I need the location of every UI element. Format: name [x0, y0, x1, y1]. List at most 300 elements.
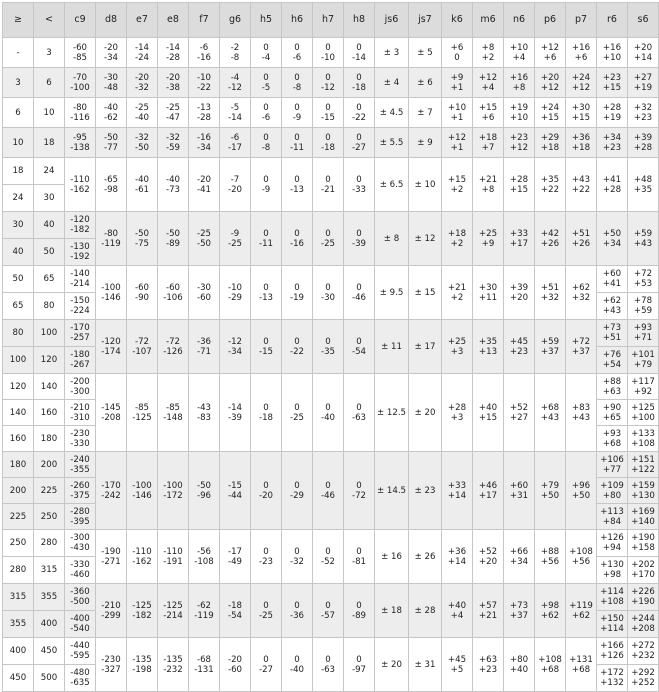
cell-h6 [282, 38, 313, 68]
limit-value: +15 [509, 184, 529, 195]
range-from: 40 [3, 239, 34, 266]
limit-value: 0 [263, 654, 269, 665]
limit-value: +130 [600, 560, 624, 570]
limit-value: -20 [196, 174, 212, 185]
limit-value: +59 [633, 306, 653, 316]
limit-value: -9 [230, 228, 240, 239]
limit-value: -8 [292, 82, 302, 93]
limit-value: -44 [227, 490, 243, 501]
cell-h5 [251, 98, 282, 128]
column-header: g6 [220, 3, 251, 38]
cell-p6 [535, 68, 566, 98]
cell-p6 [535, 530, 566, 584]
limit-value: -480 [70, 668, 90, 678]
cell-js7: ± 23 [409, 452, 442, 530]
limit-value: +34 [602, 238, 622, 249]
range-from: 200 [3, 478, 34, 504]
limit-value: -8 [261, 142, 271, 153]
cell-r6 [597, 426, 628, 452]
limit-value: +40 [447, 600, 467, 611]
cell-k6 [442, 266, 473, 320]
cell-f7 [189, 320, 220, 374]
cell-s6 [628, 374, 659, 400]
limit-value: -35 [320, 346, 336, 357]
limit-value: -71 [196, 346, 212, 357]
limit-value: +23 [633, 112, 653, 123]
cell-h5 [251, 212, 282, 266]
limit-value: 0 [294, 72, 300, 83]
cell-d8 [96, 128, 127, 158]
limit-value: +39 [509, 282, 529, 293]
limit-value: +15 [447, 174, 467, 185]
limit-value: -13 [196, 102, 212, 113]
limit-value: +122 [631, 464, 655, 475]
limit-value: +106 [600, 454, 624, 465]
cell-g6 [220, 266, 251, 320]
limit-value: -232 [163, 664, 183, 675]
limit-value: +36 [447, 546, 467, 557]
limit-value: +34 [509, 556, 529, 567]
limit-value: -146 [132, 490, 152, 501]
limit-value: -72 [134, 336, 150, 347]
range-from: 140 [3, 400, 34, 426]
table-row [3, 584, 659, 611]
limit-value: -300 [70, 533, 90, 543]
limit-value: +50 [571, 490, 591, 501]
limit-value: 0 [325, 102, 331, 113]
limit-value: 0 [263, 132, 269, 143]
limit-value: -25 [289, 412, 305, 423]
limit-value: +35 [540, 174, 560, 185]
cell-c9 [65, 638, 96, 665]
limit-value: -65 [103, 174, 119, 185]
limit-value: 0 [356, 42, 362, 53]
cell-p6 [535, 584, 566, 638]
limit-value: 0 [325, 654, 331, 665]
limit-value: -46 [351, 292, 367, 303]
cell-e8 [158, 320, 189, 374]
limit-value: 0 [263, 402, 269, 413]
limit-value: +72 [633, 269, 653, 279]
limit-value: +12 [540, 82, 560, 93]
cell-r6 [597, 557, 628, 584]
limit-value: -6 [230, 132, 240, 143]
limit-value: +21 [478, 610, 498, 621]
limit-value: +108 [569, 546, 593, 557]
cell-js6: ± 18 [375, 584, 409, 638]
limit-value: -540 [70, 624, 90, 634]
limit-value: -40 [320, 412, 336, 423]
cell-p7 [566, 320, 597, 374]
limit-value: +37 [540, 346, 560, 357]
limit-value: -20 [165, 72, 181, 83]
limit-value: 0 [294, 336, 300, 347]
limit-value: -30 [103, 72, 119, 83]
limit-value: +50 [540, 490, 560, 501]
limit-value: +15 [602, 82, 622, 93]
cell-h8 [344, 638, 375, 692]
column-header: h5 [251, 3, 282, 38]
limit-value: -40 [165, 174, 181, 185]
limit-value: +130 [631, 490, 655, 501]
limit-value: +28 [633, 142, 653, 153]
limit-value: +114 [600, 587, 624, 597]
limit-value: +18 [478, 132, 498, 143]
limit-value: +17 [478, 490, 498, 501]
cell-js7: ± 15 [409, 266, 442, 320]
limit-value: 0 [325, 546, 331, 557]
limit-value: 0 [356, 402, 362, 413]
cell-m6 [473, 98, 504, 128]
range-to: 160 [34, 400, 65, 426]
cell-r6 [597, 452, 628, 478]
cell-g6 [220, 638, 251, 692]
cell-h7 [313, 212, 344, 266]
cell-s6 [628, 452, 659, 478]
limit-value: -100 [70, 82, 90, 93]
limit-value: -310 [70, 412, 90, 423]
limit-value: +65 [602, 412, 622, 423]
cell-m6 [473, 212, 504, 266]
limit-value: -16 [196, 52, 212, 63]
cell-r6 [597, 293, 628, 320]
limit-value: -50 [103, 132, 119, 143]
column-header: d8 [96, 3, 127, 38]
cell-h5 [251, 320, 282, 374]
range-from: 65 [3, 293, 34, 320]
limit-value: -43 [196, 402, 212, 413]
limit-value: +26 [571, 238, 591, 249]
limit-value: 0 [325, 72, 331, 83]
cell-g6 [220, 452, 251, 530]
limit-value: -214 [70, 279, 90, 289]
cell-h6 [282, 158, 313, 212]
range-to: 140 [34, 374, 65, 400]
limit-value: -242 [101, 490, 121, 501]
limit-value: +19 [509, 102, 529, 113]
cell-js7: ± 31 [409, 638, 442, 692]
limit-value: 0 [294, 654, 300, 665]
limit-value: 0 [294, 42, 300, 53]
limit-value: -32 [134, 132, 150, 143]
cell-k6 [442, 38, 473, 68]
range-from: 160 [3, 426, 34, 452]
limit-value: +62 [540, 610, 560, 621]
limit-value: -80 [103, 228, 119, 239]
cell-p6 [535, 98, 566, 128]
limit-value: +8 [481, 184, 495, 195]
limit-value: +7 [481, 142, 495, 153]
range-from: 24 [3, 185, 34, 212]
limit-value: -208 [101, 412, 121, 423]
limit-value: -120 [70, 215, 90, 225]
cell-p7 [566, 452, 597, 530]
limit-value: +63 [478, 654, 498, 665]
cell-p7 [566, 68, 597, 98]
range-to: 225 [34, 478, 65, 504]
limit-value: -110 [132, 546, 152, 557]
limit-value: -230 [70, 428, 90, 439]
table-row [3, 212, 659, 239]
cell-js6: ± 11 [375, 320, 409, 374]
limit-value: +62 [571, 282, 591, 293]
limit-value: 0 [325, 480, 331, 491]
limit-value: -20 [227, 184, 243, 195]
limit-value: 0 [356, 654, 362, 665]
limit-value: -63 [351, 412, 367, 423]
cell-c9 [65, 478, 96, 504]
limit-value: 0 [356, 480, 362, 491]
limit-value: +80 [509, 654, 529, 665]
limit-value: -240 [70, 454, 90, 465]
limit-value: +63 [602, 386, 622, 397]
limit-value: +158 [631, 543, 655, 553]
limit-value: -97 [351, 664, 367, 675]
limit-value: +108 [600, 597, 624, 607]
limit-value: -20 [258, 490, 274, 501]
limit-value: -61 [134, 184, 150, 195]
cell-js7: ± 12 [409, 212, 442, 266]
column-header: < [34, 3, 65, 38]
limit-value: +16 [509, 72, 529, 83]
limit-value: -18 [351, 82, 367, 93]
cell-m6 [473, 452, 504, 530]
limit-value: +56 [571, 556, 591, 567]
limit-value: +2 [481, 52, 495, 63]
limit-value: -85 [72, 52, 88, 63]
limit-value: -198 [132, 664, 152, 675]
table-row [3, 530, 659, 557]
limit-value: -12 [227, 82, 243, 93]
limit-value: -18 [227, 600, 243, 611]
limit-value: +56 [540, 556, 560, 567]
limit-value: -170 [101, 480, 121, 491]
limit-value: +68 [602, 438, 622, 449]
limit-value: -98 [103, 184, 119, 195]
limit-value: 0 [263, 228, 269, 239]
cell-h7 [313, 98, 344, 128]
limit-value: +19 [602, 112, 622, 123]
range-from: 120 [3, 374, 34, 400]
limit-value: -19 [289, 292, 305, 303]
range-from: 280 [3, 557, 34, 584]
cell-e8 [158, 68, 189, 98]
limit-value: +11 [478, 292, 498, 303]
limit-value: +23 [602, 72, 622, 83]
header-row [3, 3, 659, 38]
limit-value: -29 [227, 292, 243, 303]
cell-d8 [96, 266, 127, 320]
cell-js6: ± 16 [375, 530, 409, 584]
limit-value: -89 [165, 238, 181, 249]
cell-p7 [566, 38, 597, 68]
cell-r6 [597, 128, 628, 158]
cell-e8 [158, 452, 189, 530]
limit-value: +15 [540, 112, 560, 123]
cell-s6 [628, 266, 659, 293]
cell-p6 [535, 320, 566, 374]
limit-value: -68 [196, 654, 212, 665]
limit-value: +26 [540, 238, 560, 249]
limit-value: -22 [196, 82, 212, 93]
limit-value: -18 [320, 142, 336, 153]
limit-value: +77 [602, 464, 622, 475]
limit-value: +10 [602, 52, 622, 63]
limit-value: -170 [70, 323, 90, 333]
limit-value: +57 [478, 600, 498, 611]
limit-value: -100 [101, 282, 121, 293]
limit-value: 0 [356, 228, 362, 239]
limit-value: +27 [509, 412, 529, 423]
range-to: 65 [34, 266, 65, 293]
limit-value: +15 [478, 102, 498, 113]
limit-value: +292 [631, 668, 655, 678]
range-from: - [3, 38, 34, 68]
limit-value: +46 [478, 480, 498, 491]
cell-f7 [189, 584, 220, 638]
cell-s6 [628, 347, 659, 374]
range-from: 10 [3, 128, 34, 158]
cell-h8 [344, 320, 375, 374]
cell-s6 [628, 478, 659, 504]
range-to: 3 [34, 38, 65, 68]
cell-h7 [313, 128, 344, 158]
limit-value: +25 [478, 228, 498, 239]
limit-value: +1 [450, 142, 464, 153]
limit-value: 0 [356, 336, 362, 347]
column-header: e8 [158, 3, 189, 38]
cell-n6 [504, 68, 535, 98]
limit-value: +72 [571, 336, 591, 347]
limit-value: -60 [165, 282, 181, 293]
limit-value: -34 [227, 346, 243, 357]
cell-h6 [282, 128, 313, 158]
cell-r6 [597, 584, 628, 611]
limit-value: -146 [101, 292, 121, 303]
limit-value: +1 [450, 112, 464, 123]
cell-h6 [282, 374, 313, 452]
limit-value: +45 [447, 654, 467, 665]
cell-m6 [473, 128, 504, 158]
cell-n6 [504, 530, 535, 584]
limit-value: 0 [294, 132, 300, 143]
cell-p7 [566, 530, 597, 584]
cell-e8 [158, 638, 189, 692]
limit-value: -25 [165, 102, 181, 113]
limit-value: +41 [602, 279, 622, 289]
cell-r6 [597, 611, 628, 638]
limit-value: -148 [163, 412, 183, 423]
limit-value: 0 [294, 402, 300, 413]
table-row [3, 128, 659, 158]
limit-value: -224 [70, 306, 90, 316]
limit-value: +6 [574, 52, 588, 63]
cell-h6 [282, 530, 313, 584]
cell-m6 [473, 158, 504, 212]
limit-value: -96 [196, 490, 212, 501]
limit-value: -11 [289, 142, 305, 153]
limit-value: -20 [134, 72, 150, 83]
limit-value: -108 [194, 556, 214, 567]
limit-value: -10 [196, 72, 212, 83]
range-from: 80 [3, 320, 34, 347]
cell-p7 [566, 584, 597, 638]
cell-js6: ± 14.5 [375, 452, 409, 530]
limit-value: 0 [263, 102, 269, 113]
limit-value: +28 [447, 402, 467, 413]
cell-r6 [597, 400, 628, 426]
cell-e7 [127, 320, 158, 374]
cell-f7 [189, 68, 220, 98]
cell-c9 [65, 98, 96, 128]
cell-p6 [535, 374, 566, 452]
limit-value: +27 [633, 72, 653, 83]
cell-s6 [628, 98, 659, 128]
limit-value: -330 [70, 560, 90, 570]
cell-e7 [127, 128, 158, 158]
cell-g6 [220, 68, 251, 98]
cell-r6 [597, 374, 628, 400]
limit-value: +33 [447, 480, 467, 491]
limit-value: +232 [631, 651, 655, 661]
limit-value: -83 [196, 412, 212, 423]
limit-value: -70 [72, 72, 88, 83]
limit-value: -162 [70, 184, 90, 195]
limit-value: -182 [132, 610, 152, 621]
limit-value: -10 [227, 282, 243, 293]
range-to: 280 [34, 530, 65, 557]
limit-value: +36 [571, 132, 591, 143]
cell-s6 [628, 38, 659, 68]
cell-g6 [220, 128, 251, 158]
limit-value: +51 [540, 282, 560, 293]
limit-value: 0 [263, 480, 269, 491]
table-row [3, 68, 659, 98]
cell-g6 [220, 584, 251, 638]
cell-e7 [127, 212, 158, 266]
limit-value: 0 [325, 336, 331, 347]
limit-value: +21 [478, 174, 498, 185]
cell-js6: ± 9.5 [375, 266, 409, 320]
limit-value: -182 [70, 225, 90, 235]
limit-value: +68 [540, 664, 560, 675]
cell-h7 [313, 38, 344, 68]
limit-value: -24 [134, 52, 150, 63]
limit-value: -60 [196, 292, 212, 303]
column-header: n6 [504, 3, 535, 38]
cell-h6 [282, 584, 313, 638]
cell-r6 [597, 504, 628, 530]
limit-value: +43 [571, 412, 591, 423]
limit-value: +190 [631, 597, 655, 607]
column-header: js6 [375, 3, 409, 38]
limit-value: +133 [631, 428, 655, 439]
cell-h8 [344, 38, 375, 68]
limit-value: +2 [450, 184, 464, 195]
cell-h7 [313, 374, 344, 452]
limit-value: 0 [294, 228, 300, 239]
limit-value: -50 [134, 228, 150, 239]
limit-value: +60 [509, 480, 529, 491]
limit-value: +84 [602, 516, 622, 527]
cell-s6 [628, 293, 659, 320]
limit-value: +23 [509, 132, 529, 143]
cell-h8 [344, 530, 375, 584]
limit-value: +126 [600, 533, 624, 543]
limit-value: +190 [631, 533, 655, 543]
limit-value: +22 [540, 184, 560, 195]
limit-value: -8 [230, 52, 240, 63]
